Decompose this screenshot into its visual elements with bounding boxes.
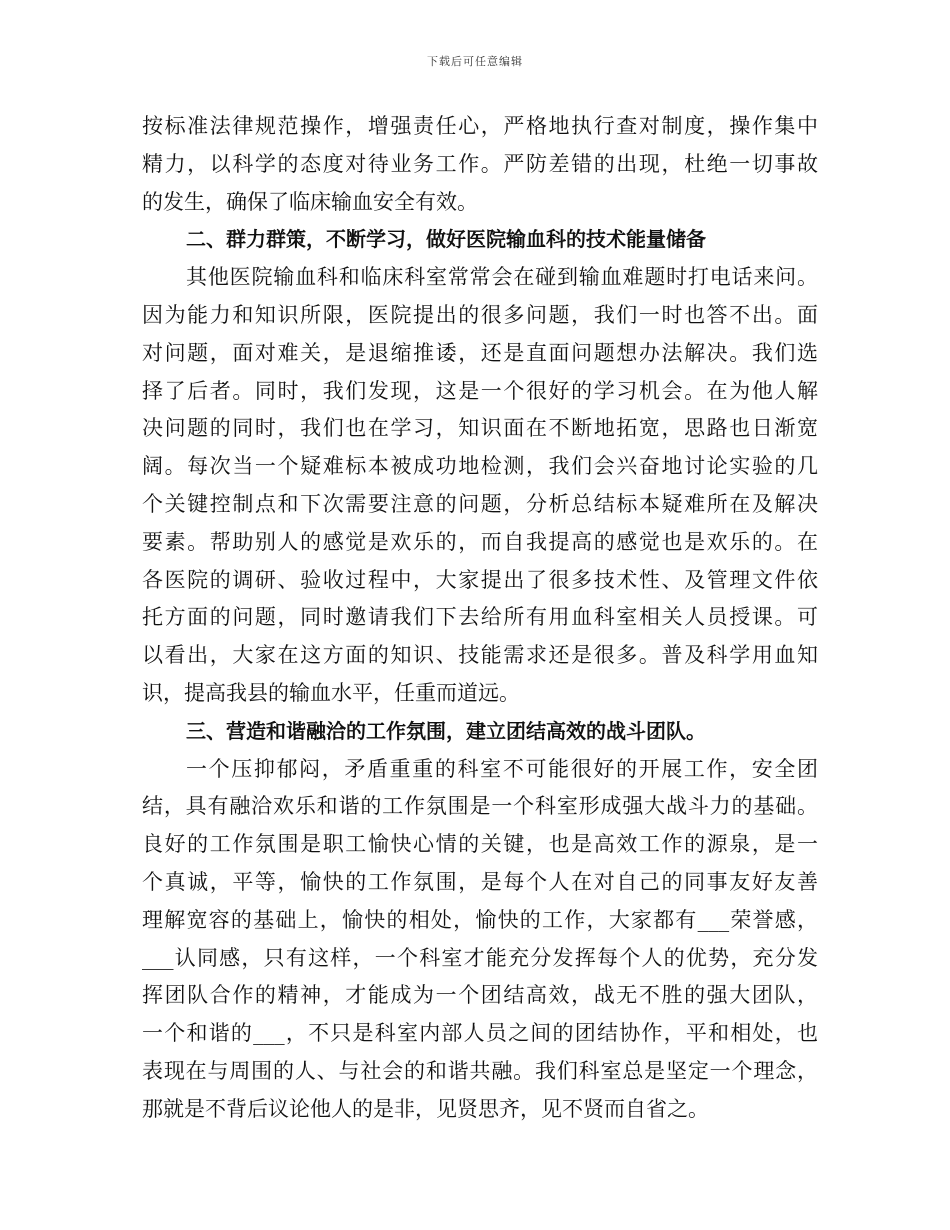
text-line: 因为能力和知识所限，医院提出的很多问题，我们一时也答不出。面 — [142, 302, 818, 327]
text-line: 择了后者。同时，我们发现，这是一个很好的学习机会。在为他人解 — [142, 378, 818, 403]
text-line: 识，提高我县的输血水平，任重而道远。 — [142, 680, 520, 705]
text-line: 表现在与周围的人、与社会的和谐共融。我们科室总是坚定一个理念， — [142, 1058, 818, 1083]
section-heading: 三、营造和谐融洽的工作氛围，建立团结高效的战斗团队。 — [186, 718, 706, 743]
text-line: 个关键控制点和下次需要注意的问题，分析总结标本疑难所在及解决 — [142, 491, 818, 516]
text-line: 其他医院输血科和临床科室常常会在碰到输血难题时打电话来问。 — [186, 265, 818, 290]
text-line: 决问题的同时，我们也在学习，知识面在不断地拓宽，思路也日渐宽 — [142, 416, 818, 441]
text-line: 按标准法律规范操作，增强责任心，严格地执行查对制度，操作集中 — [142, 114, 818, 138]
page-header: 下载后可任意编辑 — [427, 55, 523, 68]
text-line: 精力，以科学的态度对待业务工作。严防差错的出现，杜绝一切事故 — [142, 151, 818, 176]
text-line: 一个压抑郁闷，矛盾重重的科室不可能很好的开展工作，安全团 — [186, 756, 818, 781]
text-line: 以看出，大家在这方面的知识、技能需求还是很多。普及科学用血知 — [142, 643, 818, 668]
text-line: 结，具有融洽欢乐和谐的工作氛围是一个科室形成强大战斗力的基础。 — [142, 794, 818, 819]
text-line: 要素。帮助别人的感觉是欢乐的，而自我提高的感觉也是欢乐的。在 — [142, 529, 818, 554]
text-line: 对问题，面对难关，是退缩推诿，还是直面问题想办法解决。我们选 — [142, 340, 818, 365]
text-line: 阔。每次当一个疑难标本被成功地检测，我们会兴奋地讨论实验的几 — [142, 454, 818, 479]
text-line: 一个和谐的___，不只是科室内部人员之间的团结协作，平和相处，也 — [142, 1021, 818, 1046]
text-line: 良好的工作氛围是职工愉快心情的关键，也是高效工作的源泉，是一 — [142, 832, 818, 857]
text-line: 各医院的调研、验收过程中，大家提出了很多技术性、及管理文件依 — [142, 567, 818, 592]
text-line: 那就是不背后议论他人的是非，见贤思齐，见不贤而自省之。 — [142, 1096, 709, 1121]
text-line: 个真诚，平等，愉快的工作氛围，是每个人在对自己的同事友好友善 — [142, 869, 818, 894]
text-line: 的发生，确保了临床输血安全有效。 — [142, 189, 478, 214]
document-body — [142, 108, 818, 1129]
text-line: 理解宽容的基础上，愉快的相处，愉快的工作，大家都有___荣誉感， — [142, 907, 818, 932]
text-line: ___认同感，只有这样，一个科室才能充分发挥每个人的优势，充分发 — [142, 945, 818, 970]
text-line: 托方面的问题，同时邀请我们下去给所有用血科室相关人员授课。可 — [142, 605, 818, 630]
section-heading: 二、群力群策，不断学习，做好医院输血科的技术能量储备 — [186, 227, 706, 252]
text-line: 挥团队合作的精神，才能成为一个团结高效，战无不胜的强大团队， — [142, 983, 818, 1008]
